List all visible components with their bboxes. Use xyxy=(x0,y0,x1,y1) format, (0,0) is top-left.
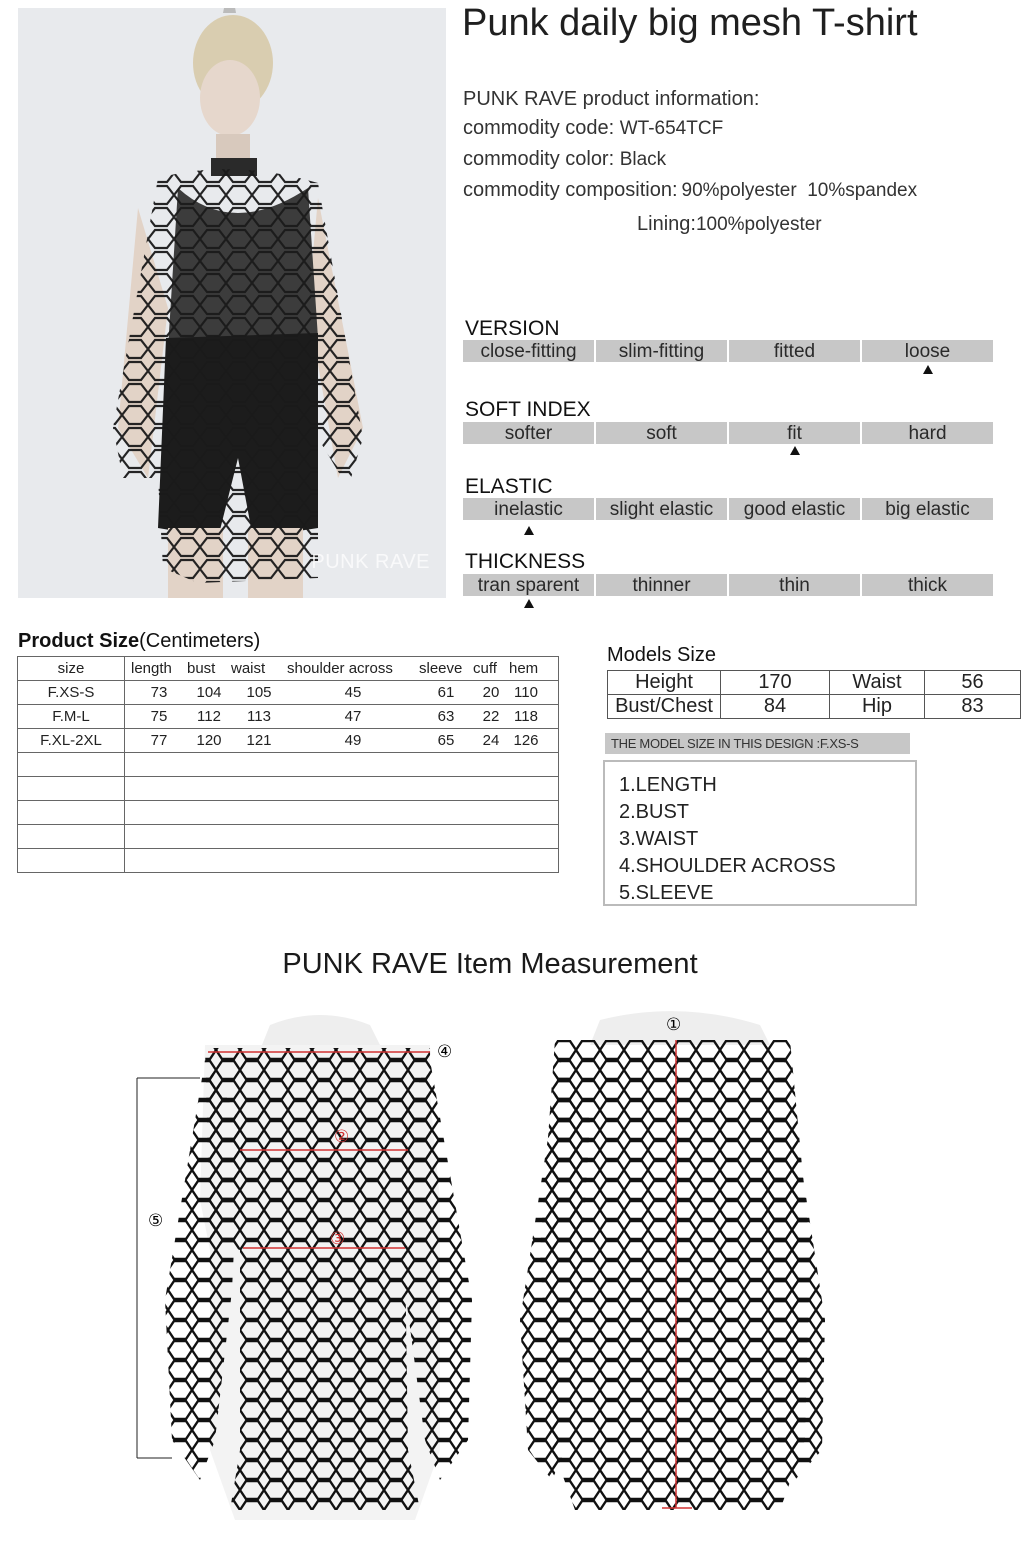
elastic-heading: ELASTIC xyxy=(465,475,553,498)
thickness-selected-marker xyxy=(524,599,534,608)
version-selected-marker xyxy=(923,365,933,374)
version-option: fitted xyxy=(729,340,860,362)
lining xyxy=(637,213,822,236)
header-cuff: cuff xyxy=(473,660,497,677)
empty-row xyxy=(18,849,559,873)
header-waist: waist xyxy=(231,660,266,677)
list-item: 4.SHOULDER ACROSS xyxy=(619,855,836,877)
soft-index-option: fit xyxy=(729,422,860,444)
empty-row xyxy=(18,777,559,801)
commodity-composition xyxy=(463,179,917,202)
cell-length: 77 xyxy=(150,732,168,749)
code-label: commodity code: xyxy=(463,117,615,139)
cell-length: 73 xyxy=(150,684,168,701)
size-table-header xyxy=(18,657,559,681)
cell-shoulder: 45 xyxy=(344,684,362,701)
version-option: slim-fitting xyxy=(596,340,727,362)
thickness-option: tran sparent xyxy=(463,574,594,596)
cell-length: 75 xyxy=(150,708,168,725)
cell-shoulder: 49 xyxy=(344,732,362,749)
soft-index-option: hard xyxy=(862,422,993,444)
product-title: Punk daily big mesh T-shirt xyxy=(462,2,918,44)
list-item: 1.LENGTH xyxy=(619,774,717,796)
measurement-title: PUNK RAVE Item Measurement xyxy=(282,948,698,980)
garment-diagram xyxy=(0,1000,1024,1520)
lining-label: Lining: xyxy=(637,213,696,235)
color-value: Black xyxy=(619,149,667,170)
info-heading: PUNK RAVE product information: xyxy=(463,88,760,110)
version-scale xyxy=(463,340,995,362)
header-length: length xyxy=(131,660,172,677)
models-size-table xyxy=(607,670,1021,719)
cell: Hip xyxy=(830,695,925,719)
soft-index-heading: SOFT INDEX xyxy=(465,398,591,421)
cell-bust: 104 xyxy=(196,684,222,701)
header-sleeve: sleeve xyxy=(419,660,463,677)
product-photo xyxy=(18,8,446,598)
lining-value: 100%polyester xyxy=(695,214,822,235)
cell-waist: 121 xyxy=(246,732,272,749)
cell-bust: 112 xyxy=(197,708,221,725)
table-row xyxy=(608,671,1021,695)
cell-sleeve: 65 xyxy=(437,732,455,749)
version-option: close-fitting xyxy=(463,340,594,362)
elastic-option: inelastic xyxy=(463,498,594,520)
code-value: WT-654TCF xyxy=(619,118,724,139)
thickness-scale xyxy=(463,574,995,596)
product-size-label: Product Size xyxy=(18,630,140,652)
elastic-selected-marker xyxy=(524,526,534,535)
watermark: PUNK RAVE xyxy=(311,551,430,573)
empty-row xyxy=(18,801,559,825)
cell: 56 xyxy=(925,671,1021,695)
cell: Height xyxy=(608,671,721,695)
thickness-heading: THICKNESS xyxy=(465,550,586,573)
header-hem: hem xyxy=(509,660,539,677)
row-size: F.XS-S xyxy=(18,681,125,705)
header-shoulder: shoulder across xyxy=(287,660,393,677)
models-size-title: Models Size xyxy=(607,644,716,666)
version-heading: VERSION xyxy=(465,317,560,340)
thickness-option: thinner xyxy=(596,574,727,596)
front-view xyxy=(137,1015,472,1520)
commodity-code xyxy=(463,117,723,140)
list-item: 3.WAIST xyxy=(619,828,699,850)
cell-sleeve: 61 xyxy=(437,684,455,701)
soft-index-selected-marker xyxy=(790,446,800,455)
elastic-option: good elastic xyxy=(729,498,860,520)
product-size-table xyxy=(17,656,559,873)
commodity-color xyxy=(463,148,666,171)
list-item: 2.BUST xyxy=(619,801,690,823)
table-row xyxy=(18,729,559,753)
marker-2: ② xyxy=(334,1127,350,1146)
cell-waist: 105 xyxy=(246,684,272,701)
cell: Waist xyxy=(830,671,925,695)
cell: 170 xyxy=(721,671,830,695)
marker-1: ① xyxy=(666,1015,682,1034)
row-size: F.XL-2XL xyxy=(18,729,125,753)
cell: 84 xyxy=(721,695,830,719)
cell-cuff: 22 xyxy=(482,708,500,725)
table-row xyxy=(18,705,559,729)
elastic-option: slight elastic xyxy=(596,498,727,520)
marker-5: ⑤ xyxy=(148,1211,164,1230)
soft-index-option: soft xyxy=(596,422,727,444)
marker-3: ③ xyxy=(330,1229,346,1248)
thickness-option: thick xyxy=(862,574,993,596)
product-size-unit: (Centimeters) xyxy=(139,630,261,652)
list-item: 5.SLEEVE xyxy=(619,882,714,904)
empty-row xyxy=(18,825,559,849)
composition-value: 90%polyester 10%spandex xyxy=(681,180,918,201)
thickness-option: thin xyxy=(729,574,860,596)
cell-shoulder: 47 xyxy=(344,708,362,725)
elastic-option: big elastic xyxy=(862,498,993,520)
cell-hem: 110 xyxy=(514,684,538,701)
row-values xyxy=(125,729,559,753)
color-label: commodity color: xyxy=(463,148,615,170)
header-measurements xyxy=(125,657,559,681)
row-values xyxy=(125,705,559,729)
cell-cuff: 20 xyxy=(482,684,500,701)
cell-hem: 126 xyxy=(513,732,539,749)
marker-4: ④ xyxy=(437,1042,453,1061)
cell: Bust/Chest xyxy=(608,695,721,719)
version-option: loose xyxy=(862,340,993,362)
cell-hem: 118 xyxy=(514,708,538,725)
cell-sleeve: 63 xyxy=(437,708,455,725)
soft-index-scale xyxy=(463,422,995,444)
row-values xyxy=(125,681,559,705)
cell-cuff: 24 xyxy=(482,732,500,749)
soft-index-option: softer xyxy=(463,422,594,444)
cell-bust: 120 xyxy=(196,732,222,749)
composition-label: commodity composition: xyxy=(463,179,678,201)
elastic-scale xyxy=(463,498,995,520)
header-bust: bust xyxy=(187,660,216,677)
product-size-title xyxy=(18,630,260,653)
table-row xyxy=(608,695,1021,719)
row-size: F.M-L xyxy=(18,705,125,729)
table-row xyxy=(18,681,559,705)
model-illustration xyxy=(18,8,446,598)
header-size: size xyxy=(18,657,125,681)
cell: 83 xyxy=(925,695,1021,719)
model-size-note: THE MODEL SIZE IN THIS DESIGN :F.XS-S xyxy=(605,733,910,754)
measurement-legend xyxy=(603,760,917,906)
cell-waist: 113 xyxy=(247,708,271,725)
back-view xyxy=(520,1011,825,1510)
empty-row xyxy=(18,753,559,777)
